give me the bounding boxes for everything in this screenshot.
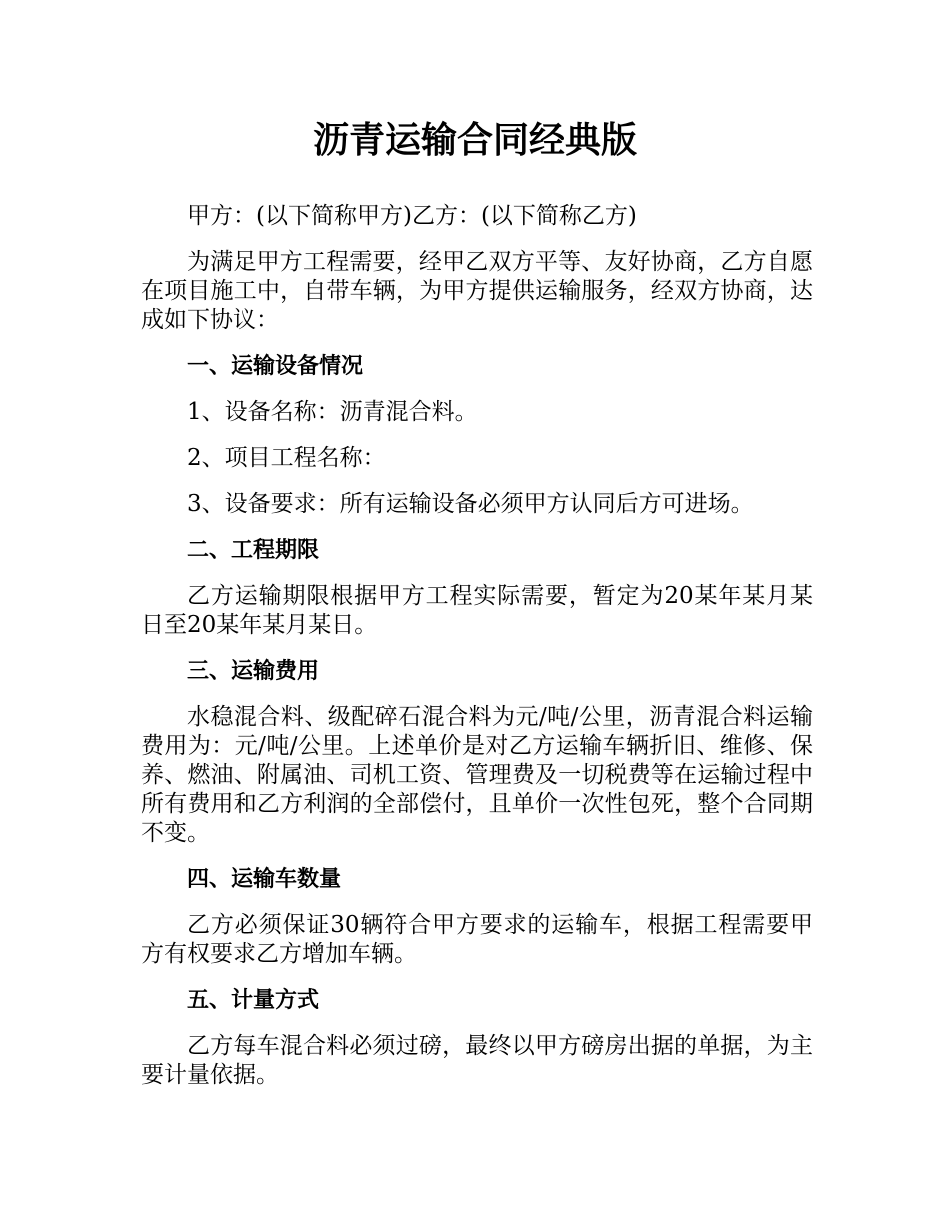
section-measurement <box>141 986 813 1090</box>
intro-paragraph: 为满足甲方工程需要，经甲乙双方平等、友好协商，乙方自愿在项目施工中，自带车辆，为甲方提供运输服务，经双方协商，达成如下协议： <box>141 249 813 333</box>
section-heading: 四、运输车数量 <box>187 867 342 892</box>
section-heading: 五、计量方式 <box>187 988 320 1013</box>
project-name-item: 2、项目工程名称： <box>187 445 386 471</box>
parties-line: 甲方：(以下简称甲方)乙方：(以下简称乙方) <box>187 203 637 229</box>
period-paragraph: 乙方运输期限根据甲方工程实际需要，暂定为20某年某月某日至20某年某月某日。 <box>141 583 813 638</box>
section-vehicle-count <box>141 865 813 969</box>
fees-paragraph: 水稳混合料、级配碎石混合料为元/吨/公里，沥青混合料运输费用为：元/吨/公里。上述单价是对乙方运输车辆折旧、维修、保养、燃油、附属油、司机工资、管理费及一切税费等在运输过程中所有费用和乙方利润的全部偿付，且单价一次性包死，整个合同期不变。 <box>141 704 813 846</box>
section-heading: 一、运输设备情况 <box>187 354 364 379</box>
document-body <box>141 202 813 1107</box>
section-period <box>141 536 813 640</box>
section-heading: 二、工程期限 <box>187 538 320 563</box>
document-title: 沥青运输合同经典版 <box>312 120 637 161</box>
section-equipment <box>141 352 813 519</box>
section-fees <box>141 657 813 848</box>
equipment-requirement-item: 3、设备要求：所有运输设备必须甲方认同后方可进场。 <box>187 491 754 517</box>
vehicle-count-paragraph: 乙方必须保证30辆符合甲方要求的运输车，根据工程需要甲方有权要求乙方增加车辆。 <box>141 912 813 967</box>
measurement-paragraph: 乙方每车混合料必须过磅，最终以甲方磅房出据的单据，为主要计量依据。 <box>141 1033 813 1088</box>
section-heading: 三、运输费用 <box>187 659 320 684</box>
equipment-name-item: 1、设备名称：沥青混合料。 <box>187 399 478 425</box>
